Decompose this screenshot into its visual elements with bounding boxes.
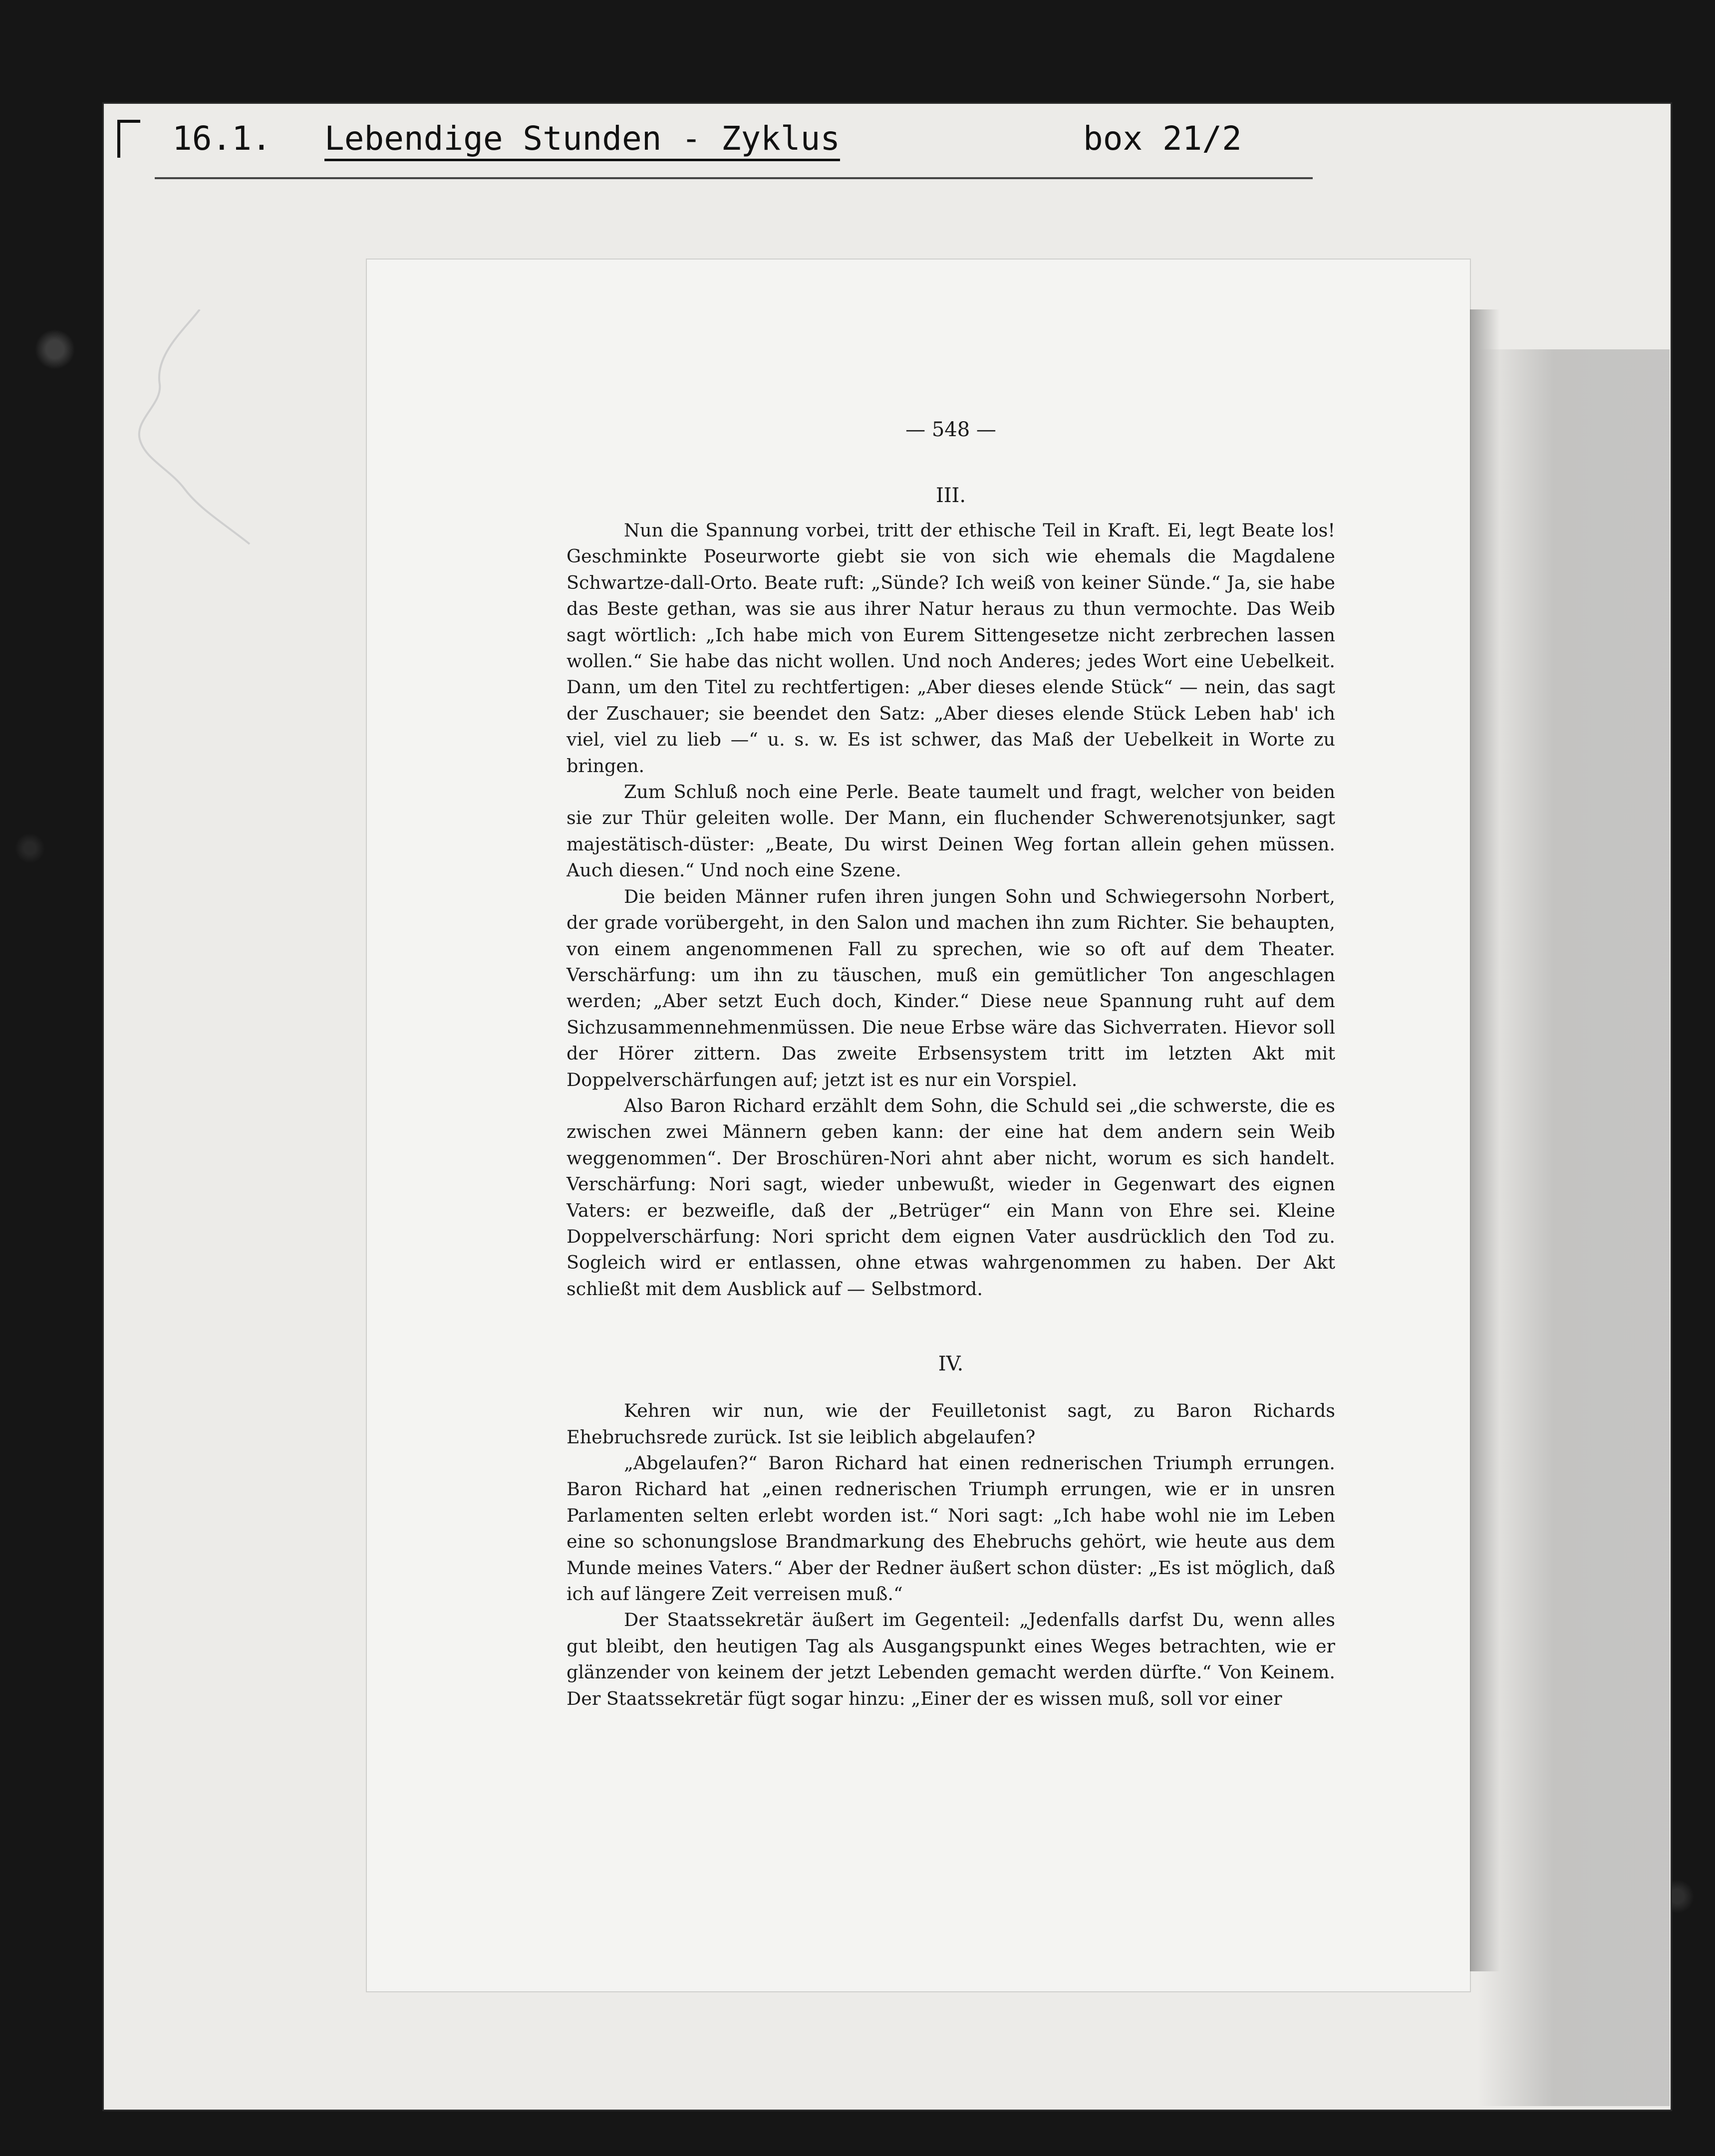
header-box-number: box 21/2 [1083, 119, 1242, 158]
header-title: Lebendige Stunden - Zyklus [324, 119, 840, 161]
header-rule [155, 177, 1313, 179]
paragraph: Zum Schluß noch eine Perle. Beate taumelt und fragt, welcher von beiden sie zur Thür geleiten wolle. Der Mann, ein fluchender Schwerenotsjunker, sagt majestätisch-düster: „Beate, Du wirst Deinen Weg fortan allein gehen müssen. Auch diesen.“ Und noch eine Szene. [567, 781, 1335, 881]
paragraph: Also Baron Richard erzählt dem Sohn, die Schuld sei „die schwerste, die es zwischen zwei Männern geben kann: der eine hat dem andern sein Weib weggenommen“. Der Broschüren-Nori ahnt aber nicht, worum es sich handelt. Verschärfung: Nori sagt, wieder unbewußt, wieder in Gegenwart des eignen Vaters: er bezweifle, daß der „Betrüger“ ein Mann von Ehre sei. Kleine Doppelverschärfung: Nori spricht dem eignen Vater ausdrücklich den Tod zu. Sogleich wird er entlassen, ohne etwas wahrgenommen zu haben. Der Akt schließt mit dem Ausblick auf — Selbstmord. [567, 1094, 1335, 1300]
card-shadow [1477, 349, 1670, 2106]
corner-bracket [117, 120, 140, 158]
paragraph: Nun die Spannung vorbei, tritt der ethische Teil in Kraft. Ei, legt Beate los! Geschminkte Poseurworte giebt sie von sich wie ehemals die Magdalene Schwartze-dall-Orto. Beate ruft: „Sünde? Ich weiß von keiner Sünde.“ Ja, sie habe das Beste gethan, was sie aus ihrer Natur heraus zu thun vermochte. Das Weib sagt wörtlich: „Ich habe mich von Eurem Sittengesetze nicht zerbrechen lassen wollen.“ Sie habe das nicht wollen. Und noch Anderes; jedes Wort eine Uebelkeit. Dann, um den Titel zu rechtfertigen: „Aber dieses elende Stück“ — nein, das sagt der Zuschauer; sie beendet den Satz: „Aber dieses elende Stück Leben hab' ich viel, viel zu lieb —“ u. s. w. Es ist schwer, das Maß der Uebelkeit in Worte zu bringen. [567, 520, 1335, 777]
paragraph: Der Staatssekretär äußert im Gegenteil: „Jedenfalls darfst Du, wenn alles gut bleibt, den heutigen Tag als Ausgangspunkt eines Weges betrachten, wie er glänzender von keinem der jetzt Lebenden gemacht werden dürfte.“ Von Keinem. Der Staatssekretär fügt sogar hinzu: „Einer der es wissen muß, soll vor einer [567, 1609, 1335, 1709]
paragraph: „Abgelaufen?“ Baron Richard hat einen rednerischen Triumph errungen. Baron Richard hat „einen rednerischen Triumph errungen, wie er in unsren Parlamenten selten erlebt worden ist.“ Nori sagt: „Ich habe wohl nie im Leben eine so schonungslose Brandmarkung des Ehebruchs gehört, wie heute aus dem Munde meines Vaters.“ Aber der Redner äußert schon düster: „Es ist möglich, daß ich auf längere Zeit verreisen muß.“ [567, 1452, 1335, 1605]
stray-pencil-mark [125, 309, 255, 549]
paragraph: Kehren wir nun, wie der Feuilletonist sagt, zu Baron Richards Ehebruchsrede zurück. Ist sie leiblich abgelaufen? [567, 1400, 1335, 1448]
paragraph: Die beiden Männer rufen ihren jungen Sohn und Schwiegersohn Norbert, der grade vorübergeht, in den Salon und machen ihn zum Richter. Sie behaupten, von einem angenommenen Fall zu sprechen, wie so oft auf dem Theater. Verschärfung: um ihn zu täuschen, muß ein gemütlicher Ton angeschlagen werden; „Aber setzt Euch doch, Kinder.“ Diese neue Spannung ruht auf dem Sichzusammennehmenmüssen. Die neue Erbse wäre das Sichverraten. Hievor soll der Hörer zittern. Das zweite Erbsensystem tritt im letzten Akt mit Doppelverschärfungen auf; jetzt ist es nur ein Vorspiel. [567, 885, 1335, 1090]
page-number: — 548 — [905, 418, 996, 441]
header-code: 16.1. [172, 119, 272, 158]
section-heading-iv: IV. [938, 1352, 964, 1376]
section-heading-iii: III. [935, 484, 966, 507]
clipping-text [567, 417, 1335, 1712]
card-header [172, 112, 1320, 162]
clipping-shadow [1470, 309, 1500, 1971]
